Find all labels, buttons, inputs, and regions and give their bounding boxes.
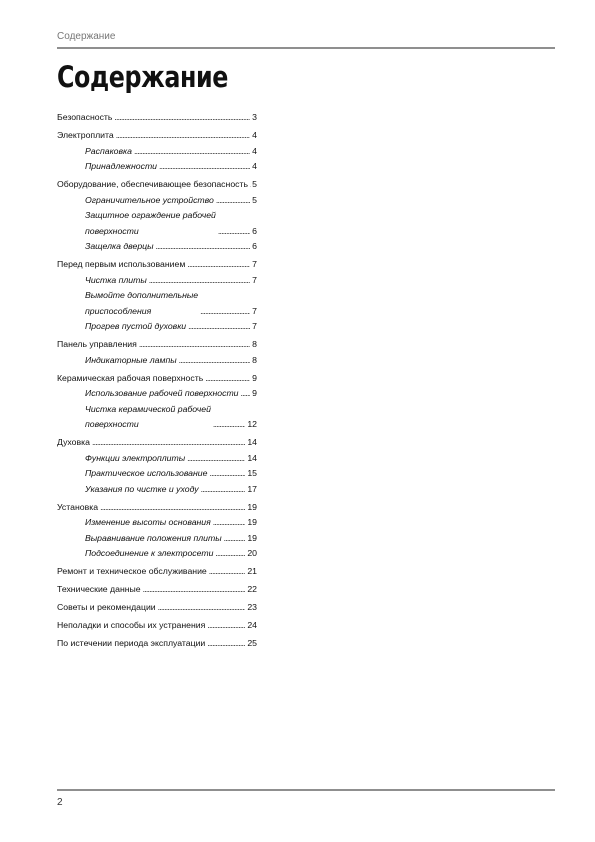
dot-leader [207,618,245,634]
toc-entry-title [85,273,147,289]
toc-entry-title [85,482,199,498]
footer-rule [57,789,555,791]
toc-entry-page: 24 [247,620,257,630]
toc-entry-title-text: Керамическая рабочая поверхность [57,372,204,383]
dot-leader [218,224,250,240]
dot-leader [179,353,251,369]
dot-leader [209,564,246,580]
toc-entry-page: 6 [252,225,257,236]
dot-leader [188,319,250,335]
toc-entry-title [85,546,213,562]
dot-leader [139,337,250,353]
toc-entry-page: 14 [247,437,257,447]
toc-entry-title [85,159,157,175]
toc-entry-title-line1: Защитное ограждение рабочей [85,210,216,220]
toc-entry-title [57,582,141,598]
dot-leader [207,636,245,652]
toc-entry-title-text: Советы и рекомендации [57,602,156,612]
toc-entry-title-text: Духовка [57,437,90,447]
dot-leader [215,546,245,562]
dot-leader [158,600,246,616]
toc-entry-page: 7 [252,321,257,331]
toc-entry-page: 23 [247,602,257,612]
dot-leader [205,371,250,387]
toc-entry-title-text: Указания по чистке и уходу [85,483,199,494]
dot-leader [92,435,245,451]
toc-entry-title-text: Безопасность [57,112,113,122]
toc-entry-title-text: Электроплита [57,130,114,140]
toc-entry-title-text: Неполадки и способы их устранения [57,620,206,630]
toc-entry-title [57,257,185,273]
toc-subentry[interactable] [57,531,257,547]
toc-subentry[interactable] [57,208,257,239]
toc-entry[interactable] [57,636,257,652]
toc-entry-title-text: Защелка дверцы [85,241,154,251]
dot-leader [116,128,250,144]
toc-entry-title [85,353,177,369]
toc-entry[interactable] [57,128,257,144]
toc-entry-page: 9 [252,388,257,398]
toc-entry-page: 20 [247,548,257,558]
toc-entry-title [57,500,98,516]
toc-subentry[interactable] [57,273,257,289]
toc-entry-title [57,371,203,387]
toc-entry-title-text: Прогрев пустой духовки [85,321,187,331]
toc-entry-title [85,531,222,547]
toc-entry-page: 6 [252,241,257,251]
toc-subentry[interactable] [57,159,257,175]
toc-entry-title [85,386,239,402]
toc-entry-page: 8 [252,339,257,349]
toc-subentry[interactable] [57,239,257,255]
toc-subentry[interactable] [57,451,257,467]
toc-entry-title-text: поверхности [85,225,139,236]
toc-subentry[interactable] [57,402,257,433]
toc-entry-title [85,402,211,433]
toc-entry-title-text: Ограничительное устройство [85,194,214,205]
toc-entry-page: 15 [247,468,257,478]
page-number: 2 [57,797,63,808]
toc-entry-title [57,177,248,193]
toc-entry-title [57,564,207,580]
toc-entry-title-text: Выравнивание положения плиты [85,532,222,543]
toc-entry-title-text: поверхности [85,419,139,429]
running-header: Содержание [57,31,116,42]
dot-leader [156,239,251,255]
toc-entry-page: 19 [247,532,257,543]
toc-entry[interactable] [57,564,257,580]
toc-entry-title [85,451,185,467]
toc-entry-title [57,337,137,353]
toc-entry-page: 5 [252,194,257,205]
toc-entry-page: 19 [247,517,257,527]
toc-entry-title-text: Принадлежности [85,161,158,171]
toc-subentry[interactable] [57,546,257,562]
toc-entry-page: 19 [247,501,257,512]
toc-entry-page: 14 [247,452,257,463]
toc-entry-title [85,288,198,319]
dot-leader [224,531,246,547]
toc-entry-title-text: По истечении периода эксплуатации [57,638,206,648]
dot-leader [100,500,245,516]
toc-subentry[interactable] [57,466,257,482]
toc-entry-title [57,435,90,451]
toc-entry-page: 3 [252,112,257,122]
toc-entry-title-text: Чистка плиты [85,274,147,285]
toc-entry-page: 21 [247,566,257,576]
toc-entry-page: 4 [252,130,257,140]
toc-entry-title [85,466,207,482]
toc-subentry[interactable] [57,144,257,160]
toc-entry-title [85,193,214,209]
toc-entry-title [85,239,154,255]
dot-leader [187,451,245,467]
toc-entry-page: 7 [252,274,257,285]
toc-entry-title-line1: Чистка керамической рабочей [85,403,211,414]
toc-entry-title [57,110,112,126]
toc-entry[interactable] [57,500,257,516]
toc-subentry[interactable] [57,353,257,369]
dot-leader [134,144,250,160]
toc-entry-page: 5 [252,179,257,189]
toc-subentry[interactable] [57,515,257,531]
toc-entry-title-text: Панель управления [57,339,137,349]
toc-subentry[interactable] [57,288,257,319]
dot-leader [200,304,250,320]
toc-entry-title-text: Установка [57,501,99,512]
toc-entry-title-text: Ремонт и техническое обслуживание [57,566,207,576]
toc-entry-page: 9 [252,372,257,383]
toc-entry-title [85,208,216,239]
toc-entry-title-text: Технические данные [57,584,141,594]
page-title: Содержание [57,60,228,94]
toc-entry[interactable] [57,371,257,387]
dot-leader [201,482,246,498]
toc-entry-page: 25 [247,638,257,648]
toc-entry-page: 7 [252,305,257,316]
toc-entry-title [57,600,156,616]
dot-leader [159,159,250,175]
toc-entry-title-text: Функции электроплиты [85,452,186,463]
toc-subentry[interactable] [57,482,257,498]
toc-entry-title-text: Распаковка [85,145,132,156]
table-of-contents [57,110,257,652]
toc-entry-page: 7 [252,259,257,269]
toc-subentry[interactable] [57,319,257,335]
toc-subentry[interactable] [57,193,257,209]
toc-subentry[interactable] [57,386,257,402]
dot-leader [209,466,245,482]
toc-entry-title-text: Подсоединение к электросети [85,548,214,558]
toc-entry-title-text: Перед первым использованием [57,259,186,269]
toc-entry-title [85,144,132,160]
toc-entry-page: 17 [247,483,257,494]
dot-leader [114,110,250,126]
toc-entry-title [85,319,186,335]
toc-entry[interactable] [57,582,257,598]
toc-entry-title-text: Использование рабочей поверхности [85,388,239,398]
toc-entry[interactable] [57,110,257,126]
dot-leader [241,386,251,402]
dot-leader [187,257,250,273]
toc-entry[interactable] [57,618,257,634]
toc-entry-title-text: Оборудование, обеспечивающее безопасность [57,179,249,189]
toc-entry[interactable] [57,600,257,616]
toc-entry-page: 22 [247,584,257,594]
toc-entry[interactable] [57,337,257,353]
toc-entry[interactable] [57,177,257,193]
toc-entry-page: 12 [247,419,257,429]
toc-entry-title-text: приспособления [85,305,152,316]
toc-entry-page: 4 [252,145,257,156]
dot-leader [143,582,246,598]
toc-entry-title [57,128,114,144]
toc-entry[interactable] [57,257,257,273]
dot-leader [216,193,250,209]
dot-leader [149,273,250,289]
toc-entry[interactable] [57,435,257,451]
header-rule [57,47,555,49]
toc-entry-title-line1: Вымойте дополнительные [85,290,199,300]
toc-entry-title-text: Изменение высоты основания [85,517,211,527]
dot-leader [213,515,246,531]
toc-entry-title-text: Практическое использование [85,468,208,478]
toc-entry-title [85,515,211,531]
toc-entry-page: 4 [252,161,257,171]
toc-entry-title [57,618,205,634]
dot-leader [213,417,245,433]
toc-entry-page: 8 [252,354,257,365]
toc-entry-title [57,636,205,652]
toc-entry-title-text: Индикаторные лампы [85,354,177,365]
